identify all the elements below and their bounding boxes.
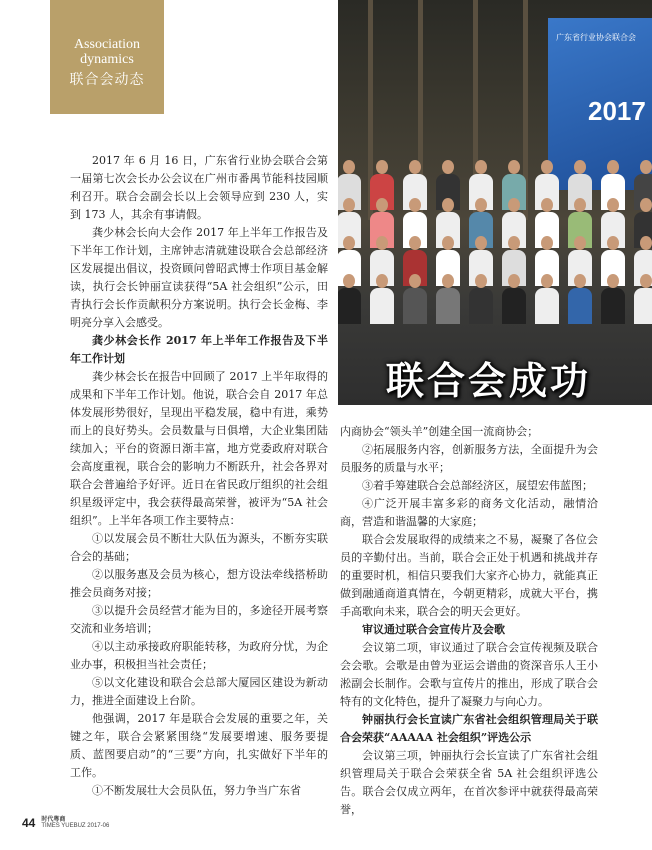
paragraph: ②以服务惠及会员为核心，想方设法牵线搭桥助推会员商务对接； xyxy=(70,568,328,599)
paragraph: 龚少林会长在报告中回顾了 2017 上半年取得的成果和下半年工作计划。他说，联合会自 2017 年总体发展形势很好，呈现出平稳发展，稳中有进，乘势而上的良好势头。会员数量与日俱增，大企业集团陆续加入；平台的资源日渐丰富，地方党委政府对联合会高度重视，联合会的影响力不断跃升，社会各界对联合会普遍给予好评。近日在省民政厅组织的社会组织星级评定中，我会获得最高荣誉，被评为“5A 社会组织”。上半年各项工作主要特点： xyxy=(70,370,328,527)
article-column-right xyxy=(340,423,598,819)
subheading: 龚少林会长作 2017 年上半年工作报告及下半年工作计划 xyxy=(70,334,328,365)
screen-caption: 广东省行业协会联合会 xyxy=(556,33,636,42)
paragraph: 2017 年 6 月 16 日，广东省行业协会联合会第一届第七次会长办公会议在广州市番禺节能科技园顺利召开。联合会副会长以上会领导应到 230 人，实到 173 人，其余有事请假。 xyxy=(70,154,328,221)
paragraph: ②拓展服务内容，创新服务方法，全面提升为会员服务的质量与水平； xyxy=(340,443,598,474)
screen-year: 2017 xyxy=(588,96,646,126)
paragraph: 他强调，2017 年是联合会发展的重要之年，关键之年，联合会紧紧围绕“发展要增速、服务要提质、蓝图要启动”的“三要”方向，扎实做好下半年的工作。 xyxy=(70,712,328,779)
paragraph: ④以主动承接政府职能转移，为政府分忧，为企业办事，积极担当社会责任； xyxy=(70,640,328,671)
page-number: 44 xyxy=(22,816,36,830)
subheading: 审议通过联合会宣传片及会歌 xyxy=(362,623,505,636)
paragraph: 龚少林会长向大会作 2017 年上半年工作报告及下半年工作计划，主席钟志清就建设联合会总部经济区发展提出倡议，投资顾问曾昭武博士作项目基金解读，执行会长钟丽宣读获得“5A 社会组织”公示，田青执行会长作贡献积分方案说明。执行会长金梅、李明亮分享入会感受。 xyxy=(70,226,328,329)
section-tag-en-line1: Association xyxy=(73,37,141,52)
section-tag xyxy=(50,0,164,114)
paragraph: ①不断发展壮大会员队伍，努力争当广东省 xyxy=(92,784,301,797)
paragraph: ⑤以文化建设和联合会总部大厦园区建设为新动力，推进全面建设上台阶。 xyxy=(70,676,328,707)
magazine-name-en: TIMES YUEBUZ xyxy=(41,823,86,829)
magazine-masthead xyxy=(41,816,109,830)
article-column-left xyxy=(70,152,328,800)
paragraph: ④广泛开展丰富多彩的商务文化活动，融情洽商，营造和谐温馨的大家庭； xyxy=(340,497,598,528)
paragraph: 会议第二项，审议通过了联合会宣传视频及联合会会歌。会歌是由曾为亚运会谱曲的资深音乐人王小淞副会长制作。会歌与宣传片的推出，形成了联合会特有的文化特色，提升了凝聚力与向心力。 xyxy=(340,641,598,708)
issue-date: 2017-06 xyxy=(87,823,110,829)
section-tag-en-line2: dynamics xyxy=(80,52,134,67)
section-tag-cn: 联合会动态 xyxy=(69,72,145,88)
paragraph: ①以发展会员不断壮大队伍为源头，不断夯实联合会的基础； xyxy=(70,532,328,563)
crowd xyxy=(338,160,652,360)
paragraph: 联合会发展取得的成绩来之不易，凝聚了各位会员的辛勤付出。当前，联合会正处于机遇和挑战并存的重要时机，相信只要我们大家齐心协力，就能真正做到融通商道真情在，今朝更精彩，成就大平台，携手高歌向未来，联合会的明天会更好。 xyxy=(340,533,598,618)
page-footer xyxy=(22,816,109,830)
subheading: 钟丽执行会长宣读广东省社会组织管理局关于联合会荣获“AAAAA 社会组织”评选公示 xyxy=(340,713,598,744)
paragraph: ③以提升会员经营才能为目的，多途径开展考察交流和业务培训； xyxy=(70,604,328,635)
paragraph: ③着手筹建联合会总部经济区，展望宏伟蓝图； xyxy=(362,479,593,492)
paragraph: 会议第三项，钟丽执行会长宣读了广东省社会组织管理局关于联合会荣获全省 5A 社会组织评选公告。联合会仅成立两年，在首次参评中就获得最高荣誉， xyxy=(340,749,598,816)
paragraph: 内商协会“领头羊”创建全国一流商协会； xyxy=(340,425,539,438)
photo-headline: 联合会成功 xyxy=(386,359,592,403)
magazine-name-cn: 时代粤商 xyxy=(41,816,66,823)
group-photo xyxy=(338,0,652,405)
